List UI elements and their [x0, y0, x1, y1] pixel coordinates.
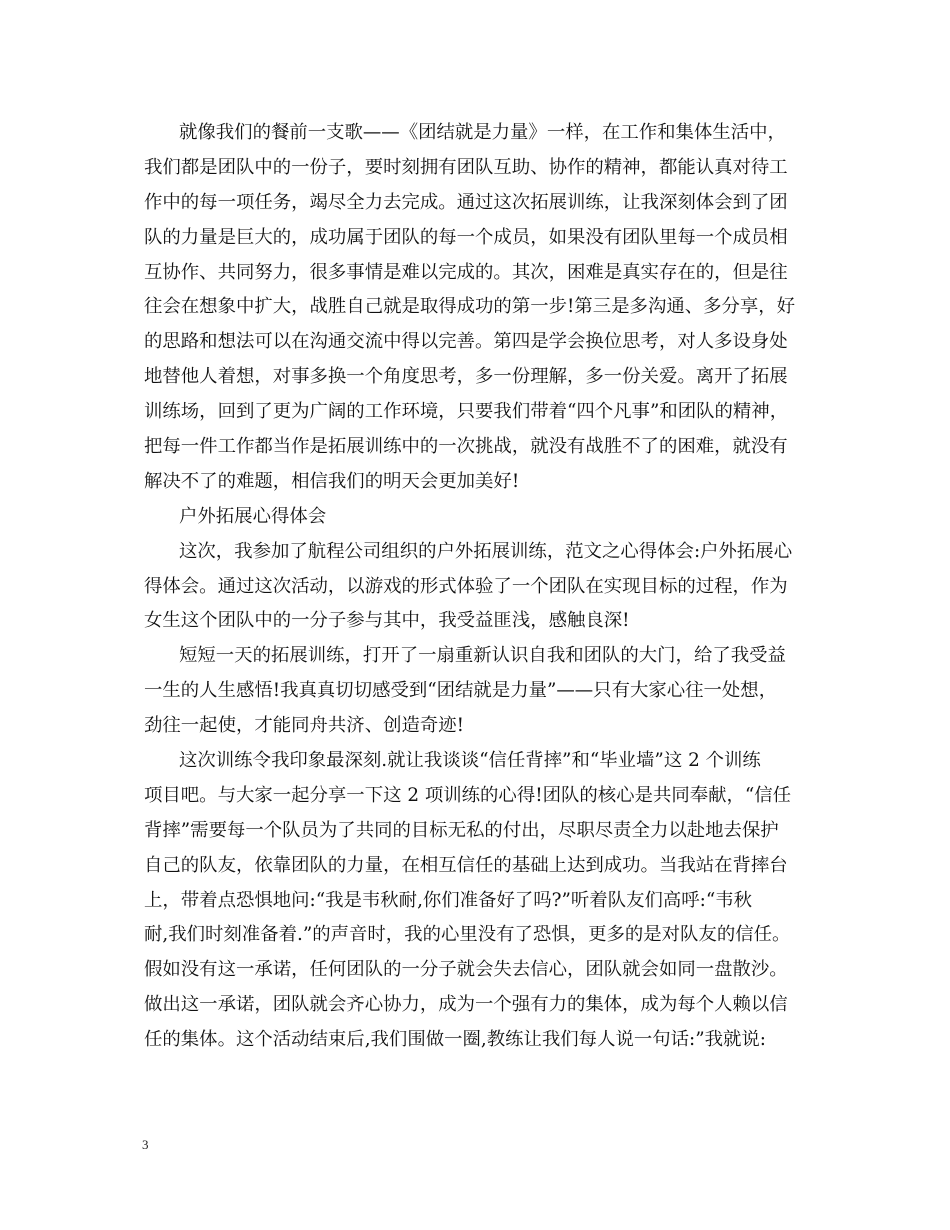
page-number: 3 — [142, 1137, 149, 1152]
text-line: 地替他人着想，对事多换一个角度思考，多一份理解，多一份关爱。离开了拓展 — [144, 366, 788, 388]
text-line: 的思路和想法可以在沟通交流中得以完善。第四是学会换位思考，对人多设身处 — [144, 331, 788, 353]
text-line: 我们都是团队中的一份子，要时刻拥有团队互助、协作的精神，都能认真对待工 — [144, 156, 788, 178]
text-line: 就像我们的餐前一支歌——《团结就是力量》一样，在工作和集体生活中， — [179, 122, 786, 143]
text-line: 这次训练令我印象最深刻.就让我谈谈“信任背摔”和“毕业墙”这 2 个训练 — [179, 750, 761, 772]
text-line: 做出这一承诺，团队就会齐心协力，成为一个强有力的集体，成为每个人赖以信 — [144, 994, 788, 1016]
text-line: 往会在想象中扩大，战胜自己就是取得成功的第一步!第三是多沟通、多分享，好 — [144, 296, 796, 318]
text-line: 得体会。通过这次活动，以游戏的形式体验了一个团队在实现目标的过程，作为 — [144, 575, 788, 597]
text-line: 作中的每一项任务，竭尽全力去完成。通过这次拓展训练，让我深刻体会到了团 — [144, 191, 788, 213]
text-line: 背摔”需要每一个队员为了共同的目标无私的付出，尽职尽责全力以赴地去保护 — [144, 819, 779, 841]
text-line: 上，带着点恐惧地问:“我是韦秋耐,你们准备好了吗?”听着队友们高呼:“韦秋 — [144, 889, 753, 911]
text-line: 自己的队友，依靠团队的力量，在相互信任的基础上达到成功。当我站在背摔台 — [144, 854, 788, 876]
body-text — [144, 116, 824, 1058]
text-line: 任的集体。这个活动结束后,我们围做一圈,教练让我们每人说一句话:”我就说: — [144, 1029, 766, 1051]
text-line: 耐,我们时刻准备着.”的声音时，我的心里没有了恐惧，更多的是对队友的信任。 — [144, 924, 791, 946]
text-line: 女生这个团队中的一分子参与其中，我受益匪浅，感触良深! — [144, 610, 630, 632]
text-line: 项目吧。与大家一起分享一下这 2 项训练的心得!团队的核心是共同奉献，“信任 — [144, 784, 792, 806]
text-line: 这次，我参加了航程公司组织的户外拓展训练，范文之心得体会:户外拓展心 — [179, 540, 793, 562]
text-line: 假如没有这一承诺，任何团队的一分子就会失去信心，团队就会如同一盘散沙。 — [144, 959, 788, 981]
text-line: 互协作、共同努力，很多事情是难以完成的。其次，困难是真实存在的，但是往 — [144, 261, 788, 283]
text-line: 训练场，回到了更为广阔的工作环境，只要我们带着“四个凡事”和团队的精神， — [144, 401, 789, 423]
text-line: 队的力量是巨大的，成功属于团队的每一个成员，如果没有团队里每一个成员相 — [144, 226, 788, 248]
text-line: 劲往一起使，才能同舟共济、创造奇迹! — [144, 715, 465, 737]
text-line: 把每一件工作都当作是拓展训练中的一次挑战，就没有战胜不了的困难，就没有 — [144, 436, 788, 458]
text-line: 一生的人生感悟!我真真切切感受到“团结就是力量”——只有大家心往一处想， — [144, 680, 778, 702]
text-line: 短短一天的拓展训练，打开了一扇重新认识自我和团队的大门，给了我受益 — [179, 645, 786, 667]
section-heading: 户外拓展心得体会 — [179, 505, 327, 527]
text-line: 解决不了的难题，相信我们的明天会更加美好! — [144, 470, 520, 492]
